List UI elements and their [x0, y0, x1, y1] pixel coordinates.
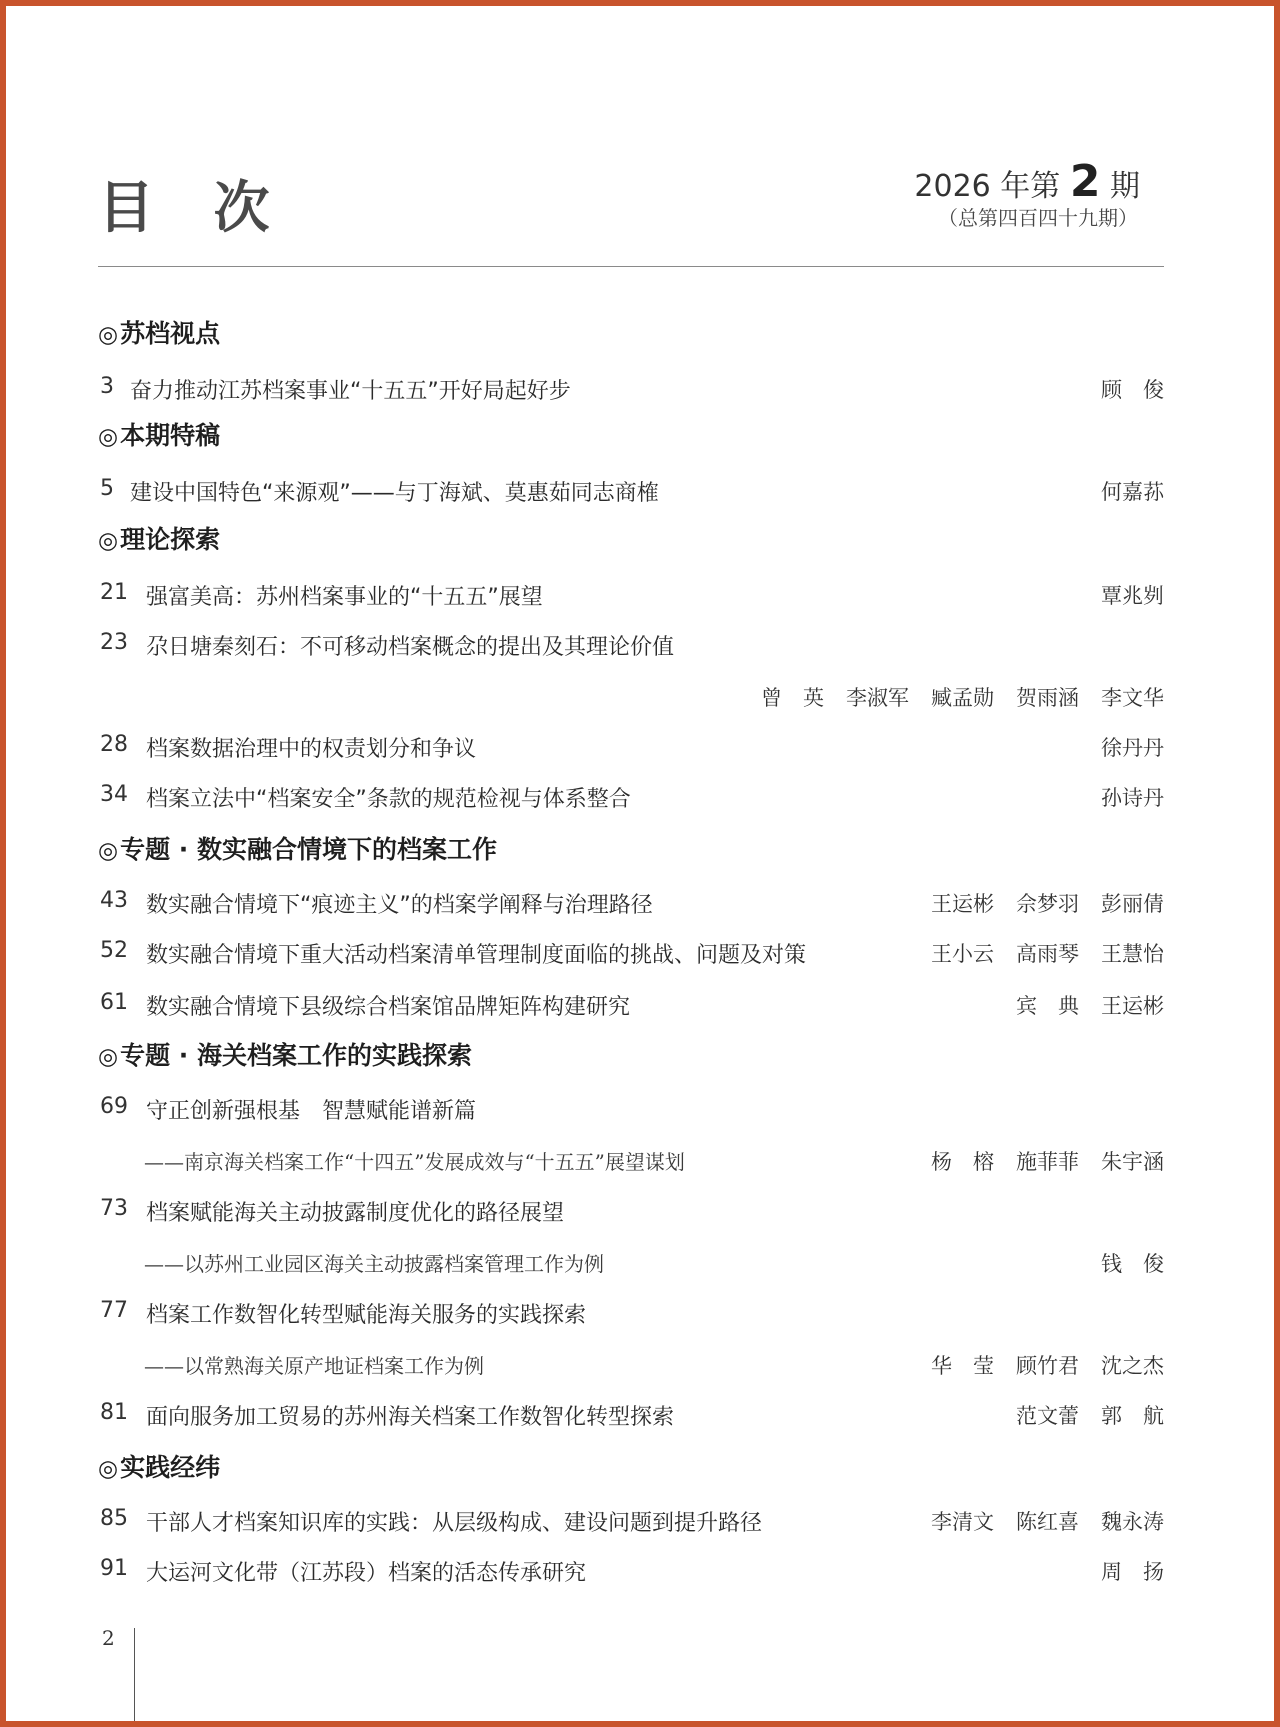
entry-authors: [994, 990, 1164, 1020]
section-heading: [98, 416, 220, 452]
section-mark-icon: ◎: [98, 1044, 119, 1070]
section-heading: [98, 314, 220, 350]
entry-subtitle: ——以常熟海关原产地证档案工作为例: [144, 1354, 484, 1378]
toc-entry[interactable]: [98, 476, 1164, 510]
section-label: 实践经纬: [120, 1453, 221, 1482]
toc-entry[interactable]: [98, 1298, 1164, 1332]
author-name: 覃兆刿: [1101, 584, 1164, 608]
author-name: 陈红喜: [1016, 1510, 1079, 1534]
entry-page-number: 34: [100, 782, 128, 807]
entry-authors: [909, 1506, 1164, 1536]
entry-page-number: 3: [100, 374, 114, 399]
author-name: 佘梦羽: [1016, 892, 1079, 916]
toc-entry[interactable]: [98, 630, 1164, 664]
author-name: 李清文: [931, 1510, 994, 1534]
entry-authors: [1079, 782, 1164, 812]
entry-title: 建设中国特色“来源观”——与丁海斌、莫惠茹同志商榷: [130, 481, 659, 506]
toc-row: [98, 1146, 1164, 1180]
entry-title: 强富美高：苏州档案事业的“十五五”展望: [146, 585, 543, 610]
author-name: 王慧怡: [1101, 942, 1164, 966]
entry-title: 档案工作数智化转型赋能海关服务的实践探索: [146, 1303, 587, 1328]
section-heading: [98, 1448, 220, 1484]
section-label: 本期特稿: [120, 421, 221, 450]
author-name: 孙诗丹: [1101, 786, 1164, 810]
author-name: 王小云: [931, 942, 994, 966]
author-name: 宾 典: [1016, 994, 1079, 1018]
entry-page-number: 5: [100, 476, 114, 501]
entry-page-number: 69: [100, 1094, 128, 1119]
author-name: 贺雨涵: [1016, 686, 1079, 710]
entry-authors: [909, 1350, 1164, 1380]
toc-row: [98, 682, 1164, 716]
entry-page-number: 52: [100, 938, 128, 963]
author-name: 王运彬: [1101, 994, 1164, 1018]
section-mark-icon: ◎: [98, 424, 119, 450]
entry-authors: [909, 1146, 1164, 1176]
entry-page-number: 73: [100, 1196, 128, 1221]
issue-label: [914, 156, 1140, 207]
author-name: 魏永涛: [1101, 1510, 1164, 1534]
document-page: [6, 6, 1274, 1721]
author-name: 徐丹丹: [1101, 736, 1164, 760]
folio-divider: [134, 1628, 135, 1721]
author-name: 沈之杰: [1101, 1354, 1164, 1378]
entry-title: 档案立法中“档案安全”条款的规范检视与体系整合: [146, 787, 631, 812]
page-title: 目 次: [98, 176, 290, 241]
entry-title: 数实融合情境下“痕迹主义”的档案学阐释与治理路径: [146, 893, 653, 918]
toc-row: [98, 320, 1164, 354]
entry-page-number: 28: [100, 732, 128, 757]
entry-authors: [994, 1400, 1164, 1430]
page-folio: 2: [102, 1626, 115, 1650]
toc-entry[interactable]: [98, 732, 1164, 766]
author-name: 华 莹: [931, 1354, 994, 1378]
issue-suffix: 期: [1100, 169, 1140, 204]
entry-authors: [1079, 580, 1164, 610]
toc-row: [98, 526, 1164, 560]
author-name: 朱宇涵: [1101, 1150, 1164, 1174]
entry-authors: [1079, 374, 1164, 404]
toc-entry[interactable]: [98, 1094, 1164, 1128]
author-name: 李文华: [1101, 686, 1164, 710]
entry-page-number: 91: [100, 1556, 128, 1581]
entry-authors: [909, 888, 1164, 918]
entry-page-number: 85: [100, 1506, 128, 1531]
toc-row: [98, 1248, 1164, 1282]
entry-page-number: 23: [100, 630, 128, 655]
toc-entry[interactable]: [98, 1556, 1164, 1590]
section-mark-icon: ◎: [98, 322, 119, 348]
toc-entry[interactable]: [98, 374, 1164, 408]
entry-title: 奋力推动江苏档案事业“十五五”开好局起好步: [130, 379, 571, 404]
entry-page-number: 81: [100, 1400, 128, 1425]
toc-row: [98, 1350, 1164, 1384]
entry-authors: [1079, 1556, 1164, 1586]
author-name: 施菲菲: [1016, 1150, 1079, 1174]
entry-title: 数实融合情境下县级综合档案馆品牌矩阵构建研究: [146, 995, 631, 1020]
entry-title: 档案数据治理中的权责划分和争议: [146, 737, 477, 762]
entry-page-number: 77: [100, 1298, 128, 1323]
author-name: 杨 榕: [931, 1150, 994, 1174]
author-name: 范文蕾: [1016, 1404, 1079, 1428]
section-mark-icon: ◎: [98, 838, 119, 864]
entry-page-number: 43: [100, 888, 128, 913]
section-label: 专题 · 数实融合情境下的档案工作: [120, 835, 497, 864]
author-name: 顾竹君: [1016, 1354, 1079, 1378]
entry-authors: [1079, 476, 1164, 506]
entry-subtitle: ——南京海关档案工作“十四五”发展成效与“十五五”展望谋划: [144, 1150, 685, 1174]
section-heading: [98, 1036, 472, 1072]
entry-page-number: 61: [100, 990, 128, 1015]
author-name: 周 扬: [1101, 1560, 1164, 1584]
entry-title: 大运河文化带（江苏段）档案的活态传承研究: [146, 1561, 587, 1586]
author-name: 李淑军: [846, 686, 909, 710]
total-issue-label: （总第四百四十九期）: [938, 206, 1138, 230]
author-name: 臧孟勋: [931, 686, 994, 710]
issue-number: 2: [1069, 156, 1101, 207]
entry-subtitle: ——以苏州工业园区海关主动披露档案管理工作为例: [144, 1252, 604, 1276]
section-heading: [98, 520, 220, 556]
toc-entry[interactable]: [98, 782, 1164, 816]
toc-row: [98, 1454, 1164, 1488]
entry-title: 守正创新强根基 智慧赋能谱新篇: [146, 1099, 477, 1124]
entry-title: 数实融合情境下重大活动档案清单管理制度面临的挑战、问题及对策: [146, 943, 807, 968]
section-label: 专题 · 海关档案工作的实践探索: [120, 1041, 472, 1070]
toc-row: [98, 422, 1164, 456]
toc-entry[interactable]: [98, 888, 1164, 922]
section-label: 理论探索: [120, 525, 221, 554]
header-divider: [98, 266, 1164, 267]
entry-title: 干部人才档案知识库的实践：从层级构成、建设问题到提升路径: [146, 1511, 763, 1536]
section-label: 苏档视点: [120, 319, 221, 348]
author-name: 曾 英: [761, 686, 824, 710]
entry-authors: [1079, 732, 1164, 762]
author-name: 王运彬: [931, 892, 994, 916]
section-mark-icon: ◎: [98, 528, 119, 554]
entry-authors: [739, 682, 1164, 712]
toc-entry[interactable]: [98, 1400, 1164, 1434]
toc-row: [98, 1042, 1164, 1076]
author-name: 彭丽倩: [1101, 892, 1164, 916]
toc-entry[interactable]: [98, 1196, 1164, 1230]
entry-title: 档案赋能海关主动披露制度优化的路径展望: [146, 1201, 565, 1226]
entry-authors: [909, 938, 1164, 968]
toc-entry[interactable]: [98, 580, 1164, 614]
author-name: 顾 俊: [1101, 378, 1164, 402]
toc-row: [98, 836, 1164, 870]
author-name: 钱 俊: [1101, 1252, 1164, 1276]
entry-title: 尕日塘秦刻石：不可移动档案概念的提出及其理论价值: [146, 635, 675, 660]
author-name: 何嘉荪: [1101, 480, 1164, 504]
entry-page-number: 21: [100, 580, 128, 605]
entry-title: 面向服务加工贸易的苏州海关档案工作数智化转型探索: [146, 1405, 675, 1430]
toc-entry[interactable]: [98, 1506, 1164, 1540]
author-name: 高雨琴: [1016, 942, 1079, 966]
entry-authors: [1079, 1248, 1164, 1278]
toc-entry[interactable]: [98, 938, 1164, 972]
issue-prefix: 2026 年第: [914, 169, 1070, 204]
section-heading: [98, 830, 497, 866]
author-name: 郭 航: [1101, 1404, 1164, 1428]
toc-entry[interactable]: [98, 990, 1164, 1024]
section-mark-icon: ◎: [98, 1456, 119, 1482]
